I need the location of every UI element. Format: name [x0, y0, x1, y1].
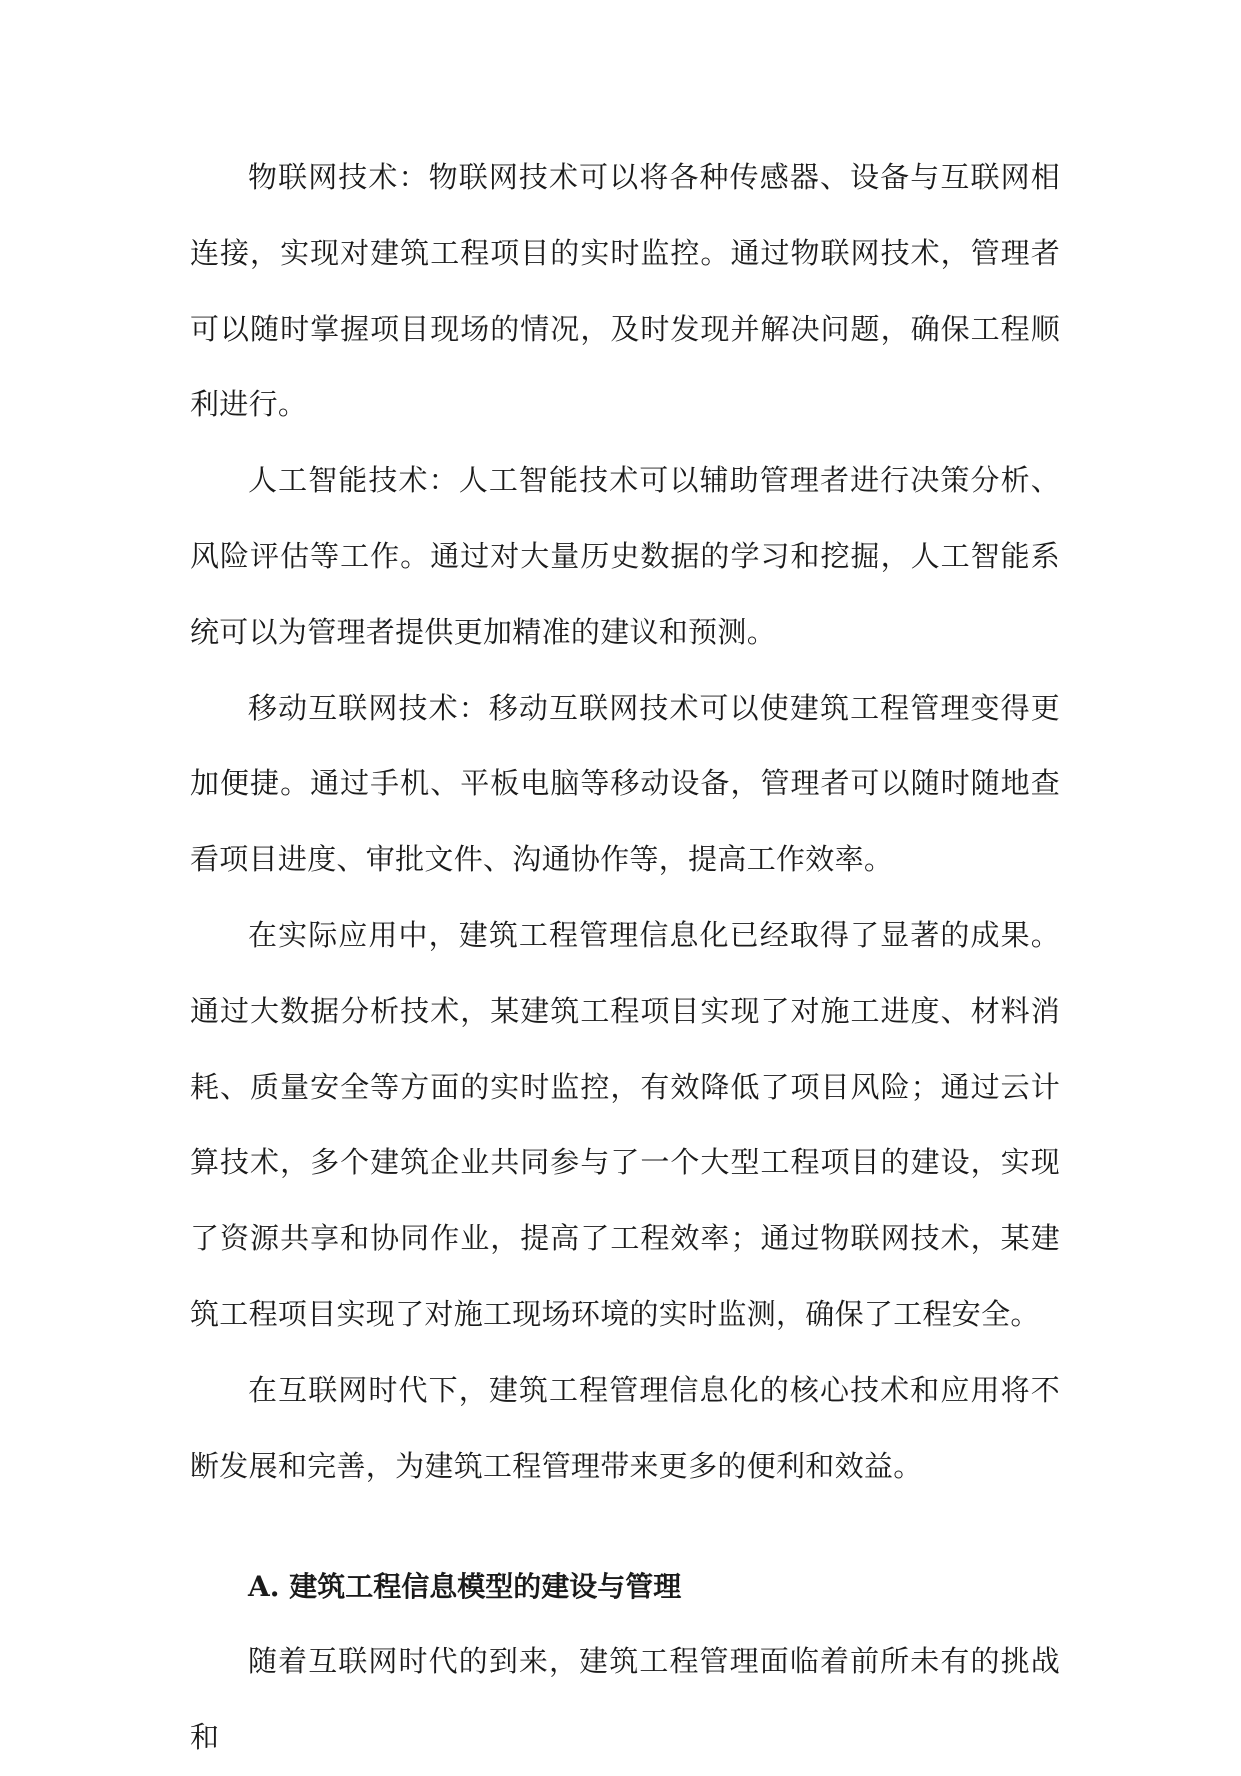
- paragraph-mobile-internet: 移动互联网技术：移动互联网技术可以使建筑工程管理变得更加便捷。通过手机、平板电脑等移动设备，管理者可以随时随地查看项目进度、审批文件、沟通协作等，提高工作效率。: [190, 690, 1060, 877]
- section-heading: A. 建筑工程信息模型的建设与管理: [248, 1570, 682, 1604]
- paragraph-conclusion: 在互联网时代下，建筑工程管理信息化的核心技术和应用将不断发展和完善，为建筑工程管理带来更多的便利和效益。: [190, 1372, 1060, 1483]
- paragraph-practical-application: 在实际应用中，建筑工程管理信息化已经取得了显著的成果。通过大数据分析技术，某建筑工程项目实现了对施工进度、材料消耗、质量安全等方面的实时监控，有效降低了项目风险；通过云计算技术，多个建筑企业共同参与了一个大型工程项目的建设，实现了资源共享和协同作业，提高了工程效率；通过物联网技术，某建筑工程项目实现了对施工现场环境的实时监测，确保了工程安全。: [190, 917, 1060, 1331]
- paragraph-iot: 物联网技术：物联网技术可以将各种传感器、设备与互联网相连接，实现对建筑工程项目的实时监控。通过物联网技术，管理者可以随时掌握项目现场的情况，及时发现并解决问题，确保工程顺利进行。: [190, 160, 1060, 422]
- paragraph-ai: 人工智能技术：人工智能技术可以辅助管理者进行决策分析、风险评估等工作。通过对大量历史数据的学习和挖掘，人工智能系统可以为管理者提供更加精准的建议和预测。: [190, 463, 1060, 649]
- paragraph-section-intro: 随着互联网时代的到来，建筑工程管理面临着前所未有的挑战和: [190, 1644, 1060, 1755]
- document-page: [190, 140, 1060, 1776]
